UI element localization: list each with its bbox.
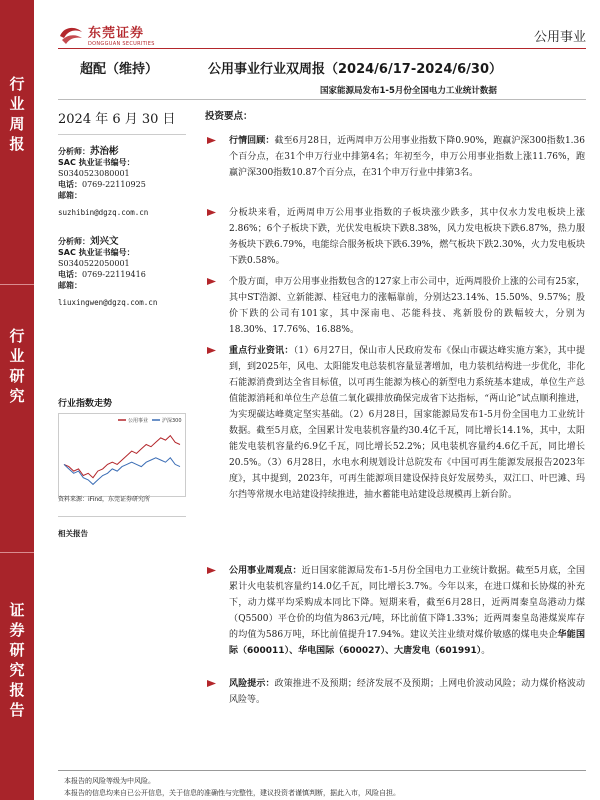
sidebar-divider bbox=[0, 552, 34, 553]
analyst-sac-label: SAC 执业证书编号： bbox=[58, 158, 135, 167]
company-logo bbox=[58, 22, 155, 47]
key-point-text: 近日国家能源局发布1-5月份全国电力工业统计数据。截至5月底，全国累计火电装机容量约14.0亿千瓦，同比增长3.7%。今年以来，在进口煤和长协煤的补充下，动力煤平均采购成本同比下降。短期来看，截至6月28日，近两周秦皇岛港动力煤（Q5500）平仓价的均值为863元/吨，环比前值下降1.33%；近两周秦皇岛港煤炭库存的均值为586万吨，环比前值提升17.94%。建议关注业绩对煤价敏感的煤电央企 bbox=[229, 566, 585, 640]
index-trend-chart bbox=[58, 396, 186, 506]
chart-title: 行业指数走势 bbox=[58, 399, 113, 409]
left-sidebar bbox=[0, 0, 34, 800]
analyst-name: 苏治彬 bbox=[90, 146, 119, 157]
bullet-icon bbox=[207, 680, 216, 687]
recommended-stocks: 华能国际（600011）、华电国际（600027）、大唐发电（601991） bbox=[229, 630, 585, 656]
analyst-phone: 0769-22119416 bbox=[82, 270, 146, 279]
key-point-end: 。 bbox=[481, 646, 491, 656]
sidebar-char: 研 bbox=[9, 641, 25, 659]
analyst-card bbox=[58, 236, 190, 308]
analyst-phone-label: 电话： bbox=[58, 270, 82, 279]
analyst-email[interactable]: liuxingwen@dgzq.com.cn bbox=[58, 298, 158, 307]
chart-source: 资料来源：iFind，东莞证券研究所 bbox=[58, 496, 150, 503]
logo-text bbox=[88, 22, 155, 47]
title-divider bbox=[58, 99, 586, 100]
analyst-email[interactable]: suzhibin@dgzq.com.cn bbox=[58, 208, 149, 217]
analyst-phone-label: 电话： bbox=[58, 180, 82, 189]
header-divider bbox=[58, 48, 586, 49]
key-point-market-review bbox=[229, 133, 585, 181]
key-point-label: 行情回顾： bbox=[229, 136, 275, 146]
sidebar-char: 告 bbox=[9, 701, 25, 719]
sidebar-char: 证 bbox=[9, 601, 25, 619]
analyst-sac-number: S0340522050001 bbox=[58, 259, 130, 268]
key-point-weekly-view bbox=[229, 563, 585, 659]
sidebar-char: 周 bbox=[9, 115, 25, 133]
sidebar-char: 券 bbox=[9, 621, 25, 639]
related-divider bbox=[58, 516, 186, 517]
logo-mark-icon bbox=[58, 24, 84, 46]
footer-disclaimer: 本报告的信息均来自已公开信息，关于信息的准确性与完整性，建议投资者谨慎判断，据此入市，风险自担。 bbox=[64, 789, 400, 797]
key-point-text: （1）6月27日，保山市人民政府发布《保山市碳达峰实施方案》，其中提到，到2025年，风电、太阳能发电总装机容量显著增加，电力装机结构进一步优化，非化石能源消费到达全省目标值，以可再生能源为核心的新型电力系统基本建成，单位生产总值能源消耗和单位生产总值二氧化碳排放确保完成省下达指标，“两山论”试点顺利推进，为实现碳达峰奠定坚实基础。（2）6月28日，国家能源局发布1-5月份全国电力工业统计数据。截至5月底，全国累计发电装机容量约30.4亿千瓦，同比增长14.1%，其中，太阳能发电装机容量约6.9亿千瓦，同比增长52.2%；风电装机容量约4.6亿千瓦，同比增长20.5%。（3）6月28日，水电水利规划设计总院发布《中国可再生能源发展报告2023年度》，其中提到，2023年，可再生能源项目建设保持良好发展势头，双江口、叶巴滩、玛尔挡等常规水电站建设持续推进，抽水蓄能电站建设总规模再上新台阶。 bbox=[229, 346, 585, 500]
bullet-icon bbox=[207, 137, 216, 144]
sidebar-char: 究 bbox=[9, 661, 25, 679]
bullet-icon bbox=[207, 567, 216, 574]
key-points-heading: 投资要点： bbox=[205, 111, 253, 122]
sidebar-label-industry-research bbox=[0, 326, 34, 406]
bullet-icon bbox=[207, 209, 216, 216]
legend-label: 沪深300 bbox=[162, 418, 182, 424]
key-point-label: 重点行业资讯： bbox=[229, 346, 294, 356]
date-divider bbox=[58, 134, 186, 135]
rating: 超配（维持） bbox=[80, 62, 159, 77]
key-point-text: 截至6月28日，近两周申万公用事业指数下降0.90%，跑赢沪深300指数1.36个百分点，在31个申万行业中排第4名；年初至今，申万公用事业指数上涨11.76%，跑赢沪深300指数10.87个百分点，在31个申万行业中排第3名。 bbox=[229, 136, 585, 178]
bullet-icon bbox=[207, 278, 216, 285]
sector-label: 公用事业 bbox=[533, 30, 586, 45]
sidebar-char: 行 bbox=[9, 327, 25, 345]
related-reports-heading[interactable]: 相关报告 bbox=[58, 529, 88, 538]
analyst-card bbox=[58, 146, 190, 218]
sidebar-char: 报 bbox=[9, 681, 25, 699]
logo-chinese-name: 东莞证券 bbox=[88, 26, 145, 41]
legend-label: 公用事业 bbox=[128, 418, 149, 424]
sidebar-char: 研 bbox=[9, 367, 25, 385]
key-point-text: 分板块来看，近两周申万公用事业指数的子板块涨少跌多，其中仅水力发电板块上涨2.86%；6个子板块下跌，光伏发电板块下跌8.38%，风力发电板块下跌6.87%，热力服务板块下跌6.79%，电能综合服务板块下跌6.39%，燃气板块下跌2.30%，火力发电板块下跌0.58%。 bbox=[229, 208, 585, 266]
index-trend-plot bbox=[58, 413, 186, 497]
key-point-text: 政策推进不及预期；经济发展不及预期；上网电价波动风险；动力煤价格波动风险等。 bbox=[229, 679, 585, 705]
sidebar-char: 业 bbox=[9, 95, 25, 113]
plot-frame bbox=[59, 414, 186, 497]
sidebar-char: 业 bbox=[9, 347, 25, 365]
key-point-industry-news bbox=[229, 343, 585, 503]
analyst-name: 刘兴文 bbox=[90, 236, 119, 247]
bullet-icon bbox=[207, 347, 216, 354]
footer-divider bbox=[58, 770, 586, 771]
analyst-name-label: 分析师： bbox=[58, 237, 90, 246]
analyst-sac-label: SAC 执业证书编号： bbox=[58, 248, 135, 257]
key-point-text: 个股方面，申万公用事业指数包含的127家上市公司中，近两周股价上涨的公司有25家，其中ST浩源、立新能源、桂冠电力的涨幅靠前，分别达23.14%、15.50%、9.57%；股价下跌的公司有101家，其中深南电、芯能科技、兆新股份的跌幅较大，分别为18.30%、17.76%、16.88%。 bbox=[229, 277, 585, 335]
sidebar-char: 究 bbox=[9, 387, 25, 405]
key-point-sectors bbox=[229, 205, 585, 269]
key-point-stocks bbox=[229, 274, 585, 338]
report-title: 公用事业行业双周报（2024/6/17-2024/6/30） bbox=[208, 62, 503, 77]
analyst-phone: 0769-22110925 bbox=[82, 180, 146, 189]
key-point-label: 公用事业周观点： bbox=[229, 566, 302, 576]
sidebar-divider bbox=[0, 284, 34, 285]
key-point-label: 风险提示： bbox=[229, 679, 275, 689]
report-date: 2024 年 6 月 30 日 bbox=[58, 112, 176, 127]
key-point-risk bbox=[229, 676, 585, 708]
report-subtitle: 国家能源局发布1-5月份全国电力工业统计数据 bbox=[320, 86, 497, 96]
analyst-email-label: 邮箱： bbox=[58, 191, 82, 200]
logo-english-name: DONGGUAN SECURITIES bbox=[88, 41, 155, 47]
sidebar-char: 报 bbox=[9, 135, 25, 153]
analyst-name-label: 分析师： bbox=[58, 147, 90, 156]
sidebar-label-securities-research-report bbox=[0, 600, 34, 720]
sidebar-label-industry-weekly bbox=[0, 74, 34, 154]
footer-risk-level: 本报告的风险等级为中风险。 bbox=[64, 777, 155, 785]
sidebar-char: 行 bbox=[9, 75, 25, 93]
analyst-sac-number: S0340523080001 bbox=[58, 169, 130, 178]
analyst-email-label: 邮箱： bbox=[58, 281, 82, 290]
